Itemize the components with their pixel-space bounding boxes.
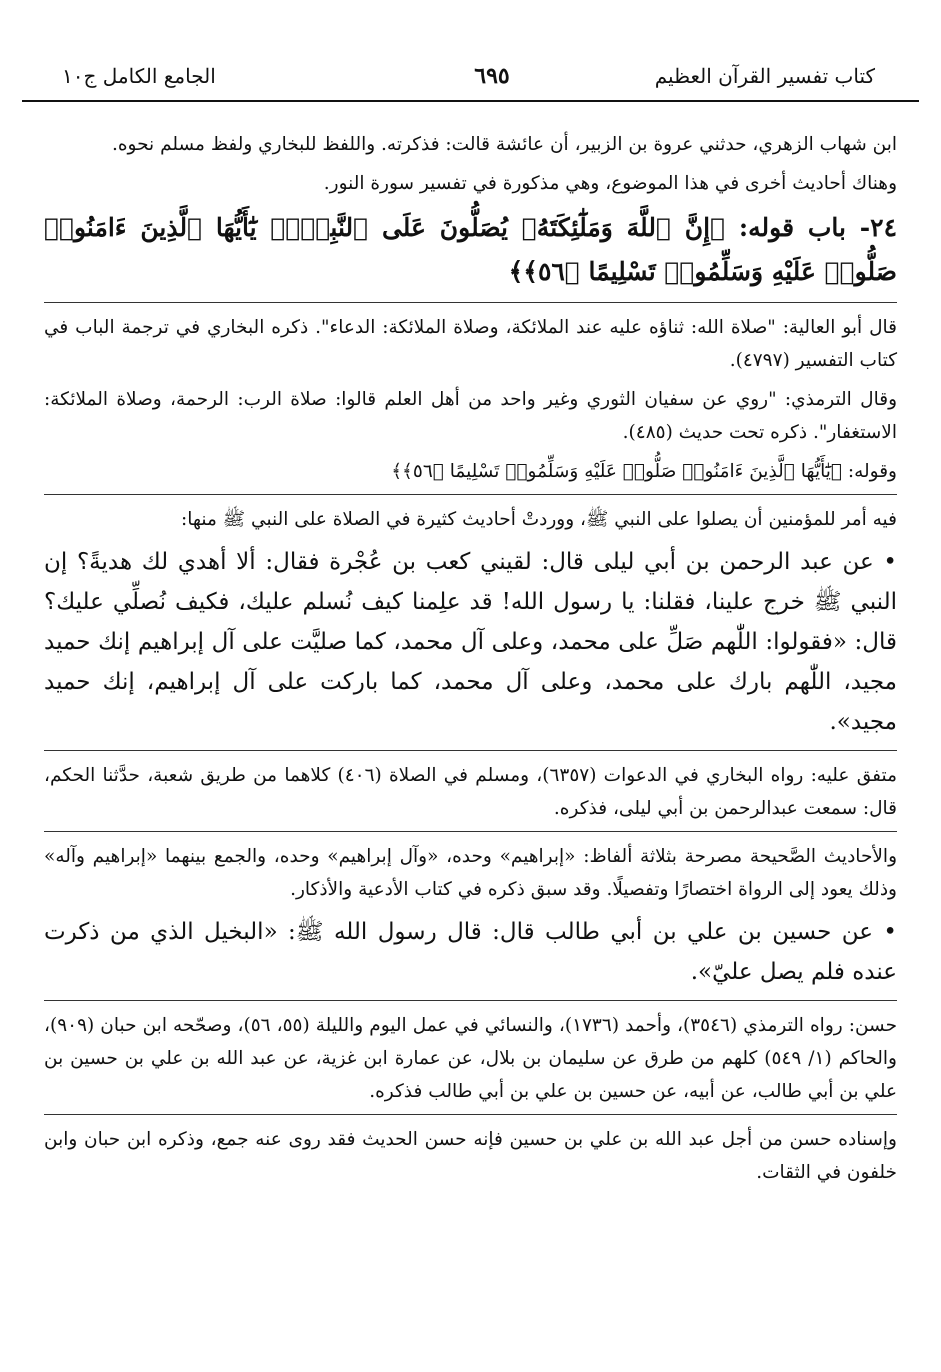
divider	[44, 1000, 897, 1001]
paragraph-6: فيه أمر للمؤمنين أن يصلوا على النبي ﷺ، ووردتْ أحاديث كثيرة في الصلاة على النبي ﷺ منها:	[181, 509, 897, 530]
paragraph-7: متفق عليه: رواه البخاري في الدعوات (٦٣٥٧)، ومسلم في الصلاة (٤٠٦) كلاهما من طريق شعبة، حدَّثنا الحكم، قال: سمعت عبدالرحمن بن أبي ليلى، فذكره.	[44, 765, 897, 819]
page-number: ٦٩٥	[474, 63, 510, 89]
divider	[44, 831, 897, 832]
paragraph-10: وإسناده حسن من أجل عبد الله بن علي بن حسين فإنه حسن الحديث فقد روى عنه جمع، وذكره ابن حبان وابن خلفون في الثقات.	[44, 1129, 897, 1183]
hadith-1: • عن عبد الرحمن بن أبي ليلى قال: لقيني كعب بن عُجْرة فقال: ألا أهدي لك هديةً؟ إن النبي ﷺ خرج علينا، فقلنا: يا رسول الله! قد علِمنا كيف نُسلم عليك، فكيف نُصلِّي عليك؟ قال: «فقولوا: اللّٰهم صَلِّ على محمد، وعلى آل محمد، كما صليَّت على آل إبراهيم إنك حميد مجيد، اللّٰهم بارك على محمد، وعلى آل محمد، كما باركت على آل إبراهيم، إنك حميد مجيد».	[44, 549, 897, 735]
paragraph-5: وقوله: ﴿يَٰٓأَيُّهَا ٱلَّذِينَ ءَامَنُوا۟ صَلُّوا۟ عَلَيْهِ وَسَلِّمُوا۟ تَسْلِيمًا ﴿٥٦﴾﴾	[391, 461, 897, 482]
paragraph-4: وقال الترمذي: "روي عن سفيان الثوري وغير واحد من أهل العلم قالوا: صلاة الرب: الرحمة، وصلاة الملائكة: الاستغفار". ذكره تحت حديث (٤٨٥).	[44, 389, 897, 443]
book-title: كتاب تفسير القرآن العظيم	[654, 64, 875, 88]
paragraph-3: قال أبو العالية: "صلاة الله: ثناؤه عليه عند الملائكة، وصلاة الملائكة: الدعاء". ذكره البخاري في ترجمة الباب في كتاب التفسير (٤٧٩٧).	[44, 317, 897, 371]
page-body	[44, 128, 897, 1342]
paragraph-8: والأحاديث الصَّحيحة مصرحة بثلاثة ألفاظ: «إبراهيم» وحده، «وآل إبراهيم» وحده، والجمع بينهما «إبراهيم وآله» وذلك يعود إلى الرواة اختصارًا وتفصيلًا. وقد سبق ذكره في كتاب الأدعية والأذكار.	[44, 846, 897, 900]
paragraph-2: وهناك أحاديث أخرى في هذا الموضوع، وهي مذكورة في تفسير سورة النور.	[323, 173, 897, 194]
page-header	[22, 56, 919, 102]
chapter-heading: ٢٤- باب قوله: ﴿إِنَّ ٱللَّهَ وَمَلَٰٓئِكَتَهُۥ يُصَلُّونَ عَلَى ٱلنَّبِيِّۚ يَٰٓأَيُّهَا ٱلَّذِينَ ءَامَنُوا۟ صَلُّوا۟ عَلَيْهِ وَسَلِّمُوا۟ تَسْلِيمًا ﴿٥٦﴾﴾	[44, 213, 897, 286]
volume-title: الجامع الكامل ج١٠	[62, 64, 216, 88]
paragraph-9: حسن: رواه الترمذي (٣٥٤٦)، وأحمد (١٧٣٦)، والنسائي في عمل اليوم والليلة (٥٥، ٥٦)، وصحّحه ابن حبان (٩٠٩)، والحاكم (١/ ٥٤٩) كلهم من طرق عن سليمان بن بلال، عن عمارة ابن غزية، عن عبد الله بن علي بن حسين بن علي بن أبي طالب، عن أبيه، عن حسين بن علي بن أبي طالب فذكره.	[44, 1015, 898, 1102]
paragraph-1: ابن شهاب الزهري، حدثني عروة بن الزبير، أن عائشة قالت: فذكرته. واللفظ للبخاري ولفظ مسلم نحوه.	[111, 134, 897, 155]
divider	[44, 494, 897, 495]
divider	[44, 750, 897, 751]
divider	[44, 302, 897, 303]
divider	[44, 1114, 897, 1115]
header-rule	[22, 100, 919, 102]
hadith-2: • عن حسين بن علي بن أبي طالب قال: قال رسول الله ﷺ: «البخيل الذي من ذكرت عنده فلم يصل عليّ».	[44, 919, 897, 985]
